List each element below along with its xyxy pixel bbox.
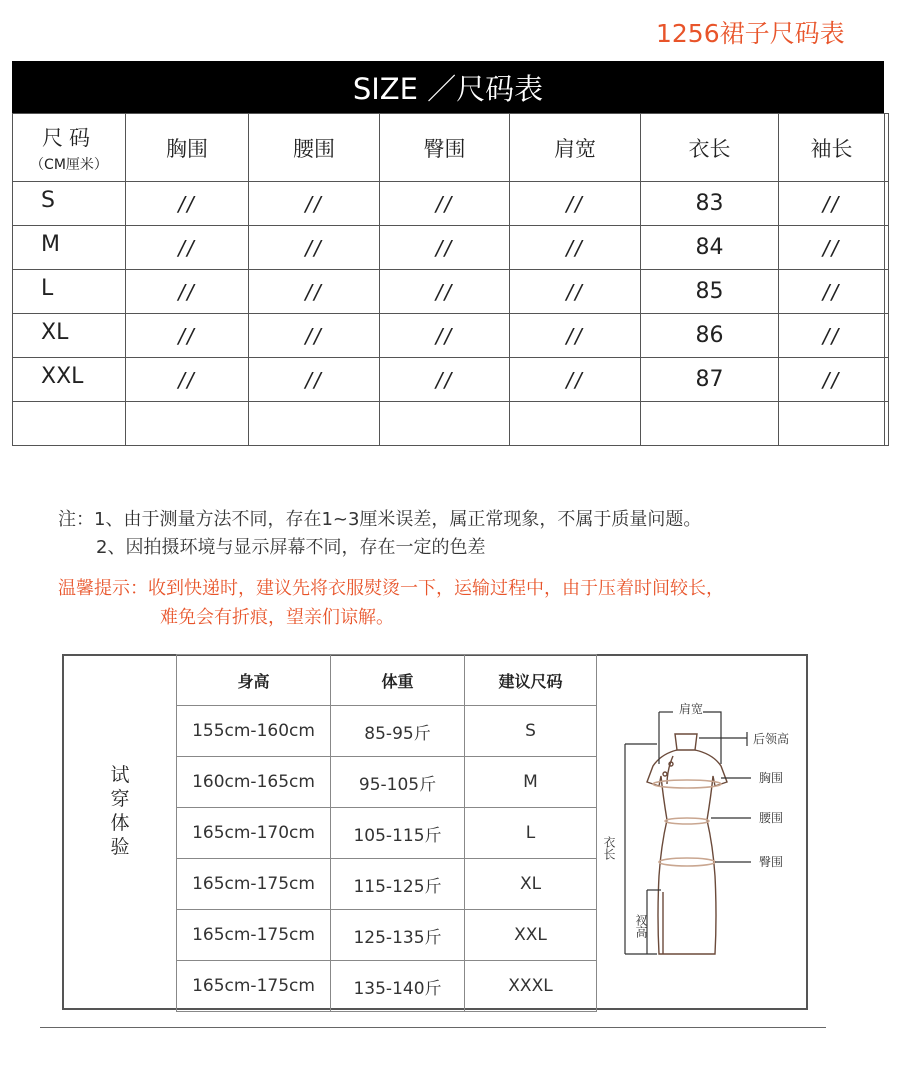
- table-cell: 135-140斤: [331, 961, 465, 1012]
- qipao-dress-icon: [647, 734, 727, 954]
- table-cell: 125-135斤: [331, 910, 465, 961]
- table-row: [13, 314, 889, 358]
- table-cell: 105-115斤: [331, 808, 465, 859]
- table-cell: //: [249, 358, 380, 402]
- diagram-label-collar: 后领高: [753, 732, 790, 746]
- table-cell: 115-125斤: [331, 859, 465, 910]
- table-row: [177, 961, 597, 1012]
- tip-line-1: 温馨提示：收到快递时，建议先将衣服熨烫一下，运输过程中，由于压着时间较长，: [58, 578, 724, 599]
- fit-table-header-row: [177, 655, 597, 706]
- table-cell: //: [380, 182, 510, 226]
- size-header-label: 尺码: [42, 125, 96, 150]
- table-cell: //: [126, 358, 249, 402]
- table-cell: 165cm-175cm: [177, 910, 331, 961]
- header-hip: 臀围: [380, 114, 510, 182]
- table-row: [177, 859, 597, 910]
- table-cell: //: [126, 182, 249, 226]
- note-line-2: 2、因拍摄环境与显示屏幕不同，存在一定的色差: [96, 537, 486, 558]
- table-cell: //: [249, 270, 380, 314]
- size-table-header-row: [13, 114, 889, 182]
- size-chart-table: [12, 113, 889, 446]
- qipao-measurement-diagram: [597, 656, 805, 1008]
- table-row-empty: [13, 402, 889, 446]
- table-row: [13, 182, 889, 226]
- table-cell: 165cm-175cm: [177, 961, 331, 1012]
- diagram-label-chest: 胸围: [759, 771, 784, 785]
- table-cell: //: [510, 182, 641, 226]
- table-cell: 85: [641, 270, 779, 314]
- size-cell: L: [13, 270, 126, 314]
- table-cell: //: [126, 226, 249, 270]
- size-cell: XXL: [13, 358, 126, 402]
- diagram-label-hip: 臀围: [759, 855, 784, 869]
- size-banner: SIZE ／尺码表: [12, 61, 884, 113]
- diagram-label-shoulder: 肩宽: [679, 702, 704, 716]
- size-cell: XL: [13, 314, 126, 358]
- table-cell: //: [510, 270, 641, 314]
- table-cell: S: [465, 706, 597, 757]
- table-cell: 165cm-175cm: [177, 859, 331, 910]
- table-cell: //: [380, 226, 510, 270]
- table-row: [13, 358, 889, 402]
- header-length: 衣长: [641, 114, 779, 182]
- table-row: [177, 808, 597, 859]
- diagram-label-waist: 腰围: [759, 811, 784, 825]
- page-title: 1256裙子尺码表: [656, 19, 845, 48]
- table-cell: //: [249, 314, 380, 358]
- table-row: [177, 757, 597, 808]
- table-row: [177, 706, 597, 757]
- diagram-label-length: 衣长: [602, 836, 616, 860]
- table-cell: //: [126, 314, 249, 358]
- size-header-cell: [13, 114, 126, 182]
- table-cell: //: [380, 314, 510, 358]
- table-cell: //: [779, 270, 885, 314]
- table-cell: //: [510, 314, 641, 358]
- table-cell: L: [465, 808, 597, 859]
- table-cell: XL: [465, 859, 597, 910]
- table-cell: //: [380, 270, 510, 314]
- header-shoulder: 肩宽: [510, 114, 641, 182]
- size-cell: S: [13, 182, 126, 226]
- header-height: 身高: [177, 655, 331, 706]
- note-line-1: 注：1、由于测量方法不同，存在1~3厘米误差，属正常现象，不属于质量问题。: [58, 509, 702, 530]
- table-cell: //: [510, 226, 641, 270]
- table-cell: //: [779, 182, 885, 226]
- table-cell: 86: [641, 314, 779, 358]
- table-cell: XXXL: [465, 961, 597, 1012]
- table-cell: //: [779, 314, 885, 358]
- table-cell: 155cm-160cm: [177, 706, 331, 757]
- header-recommended-size: 建议尺码: [465, 655, 597, 706]
- table-cell: //: [779, 358, 885, 402]
- table-cell: M: [465, 757, 597, 808]
- fit-experience-table: [176, 654, 597, 1012]
- table-row: [177, 910, 597, 961]
- table-cell: XXL: [465, 910, 597, 961]
- table-cell: 85-95斤: [331, 706, 465, 757]
- header-weight: 体重: [331, 655, 465, 706]
- size-cell: M: [13, 226, 126, 270]
- table-cell: //: [249, 226, 380, 270]
- table-cell: //: [510, 358, 641, 402]
- table-cell: 160cm-165cm: [177, 757, 331, 808]
- table-row: [13, 226, 889, 270]
- bottom-divider: [40, 1027, 826, 1028]
- table-cell: 84: [641, 226, 779, 270]
- table-row: [13, 270, 889, 314]
- diagram-label-slit: 衩高: [634, 914, 648, 938]
- header-waist: 腰围: [249, 114, 380, 182]
- table-cell: //: [126, 270, 249, 314]
- tip-line-2: 难免会有折痕，望亲们谅解。: [160, 607, 394, 628]
- table-cell: 165cm-170cm: [177, 808, 331, 859]
- table-cell: //: [380, 358, 510, 402]
- header-sleeve: 袖长: [779, 114, 885, 182]
- table-cell: //: [779, 226, 885, 270]
- table-cell: 83: [641, 182, 779, 226]
- table-cell: //: [249, 182, 380, 226]
- unit-label: （CM厘米）: [30, 156, 108, 173]
- table-cell: 95-105斤: [331, 757, 465, 808]
- table-cell: 87: [641, 358, 779, 402]
- fit-experience-label: 试穿体验: [110, 764, 130, 858]
- header-chest: 胸围: [126, 114, 249, 182]
